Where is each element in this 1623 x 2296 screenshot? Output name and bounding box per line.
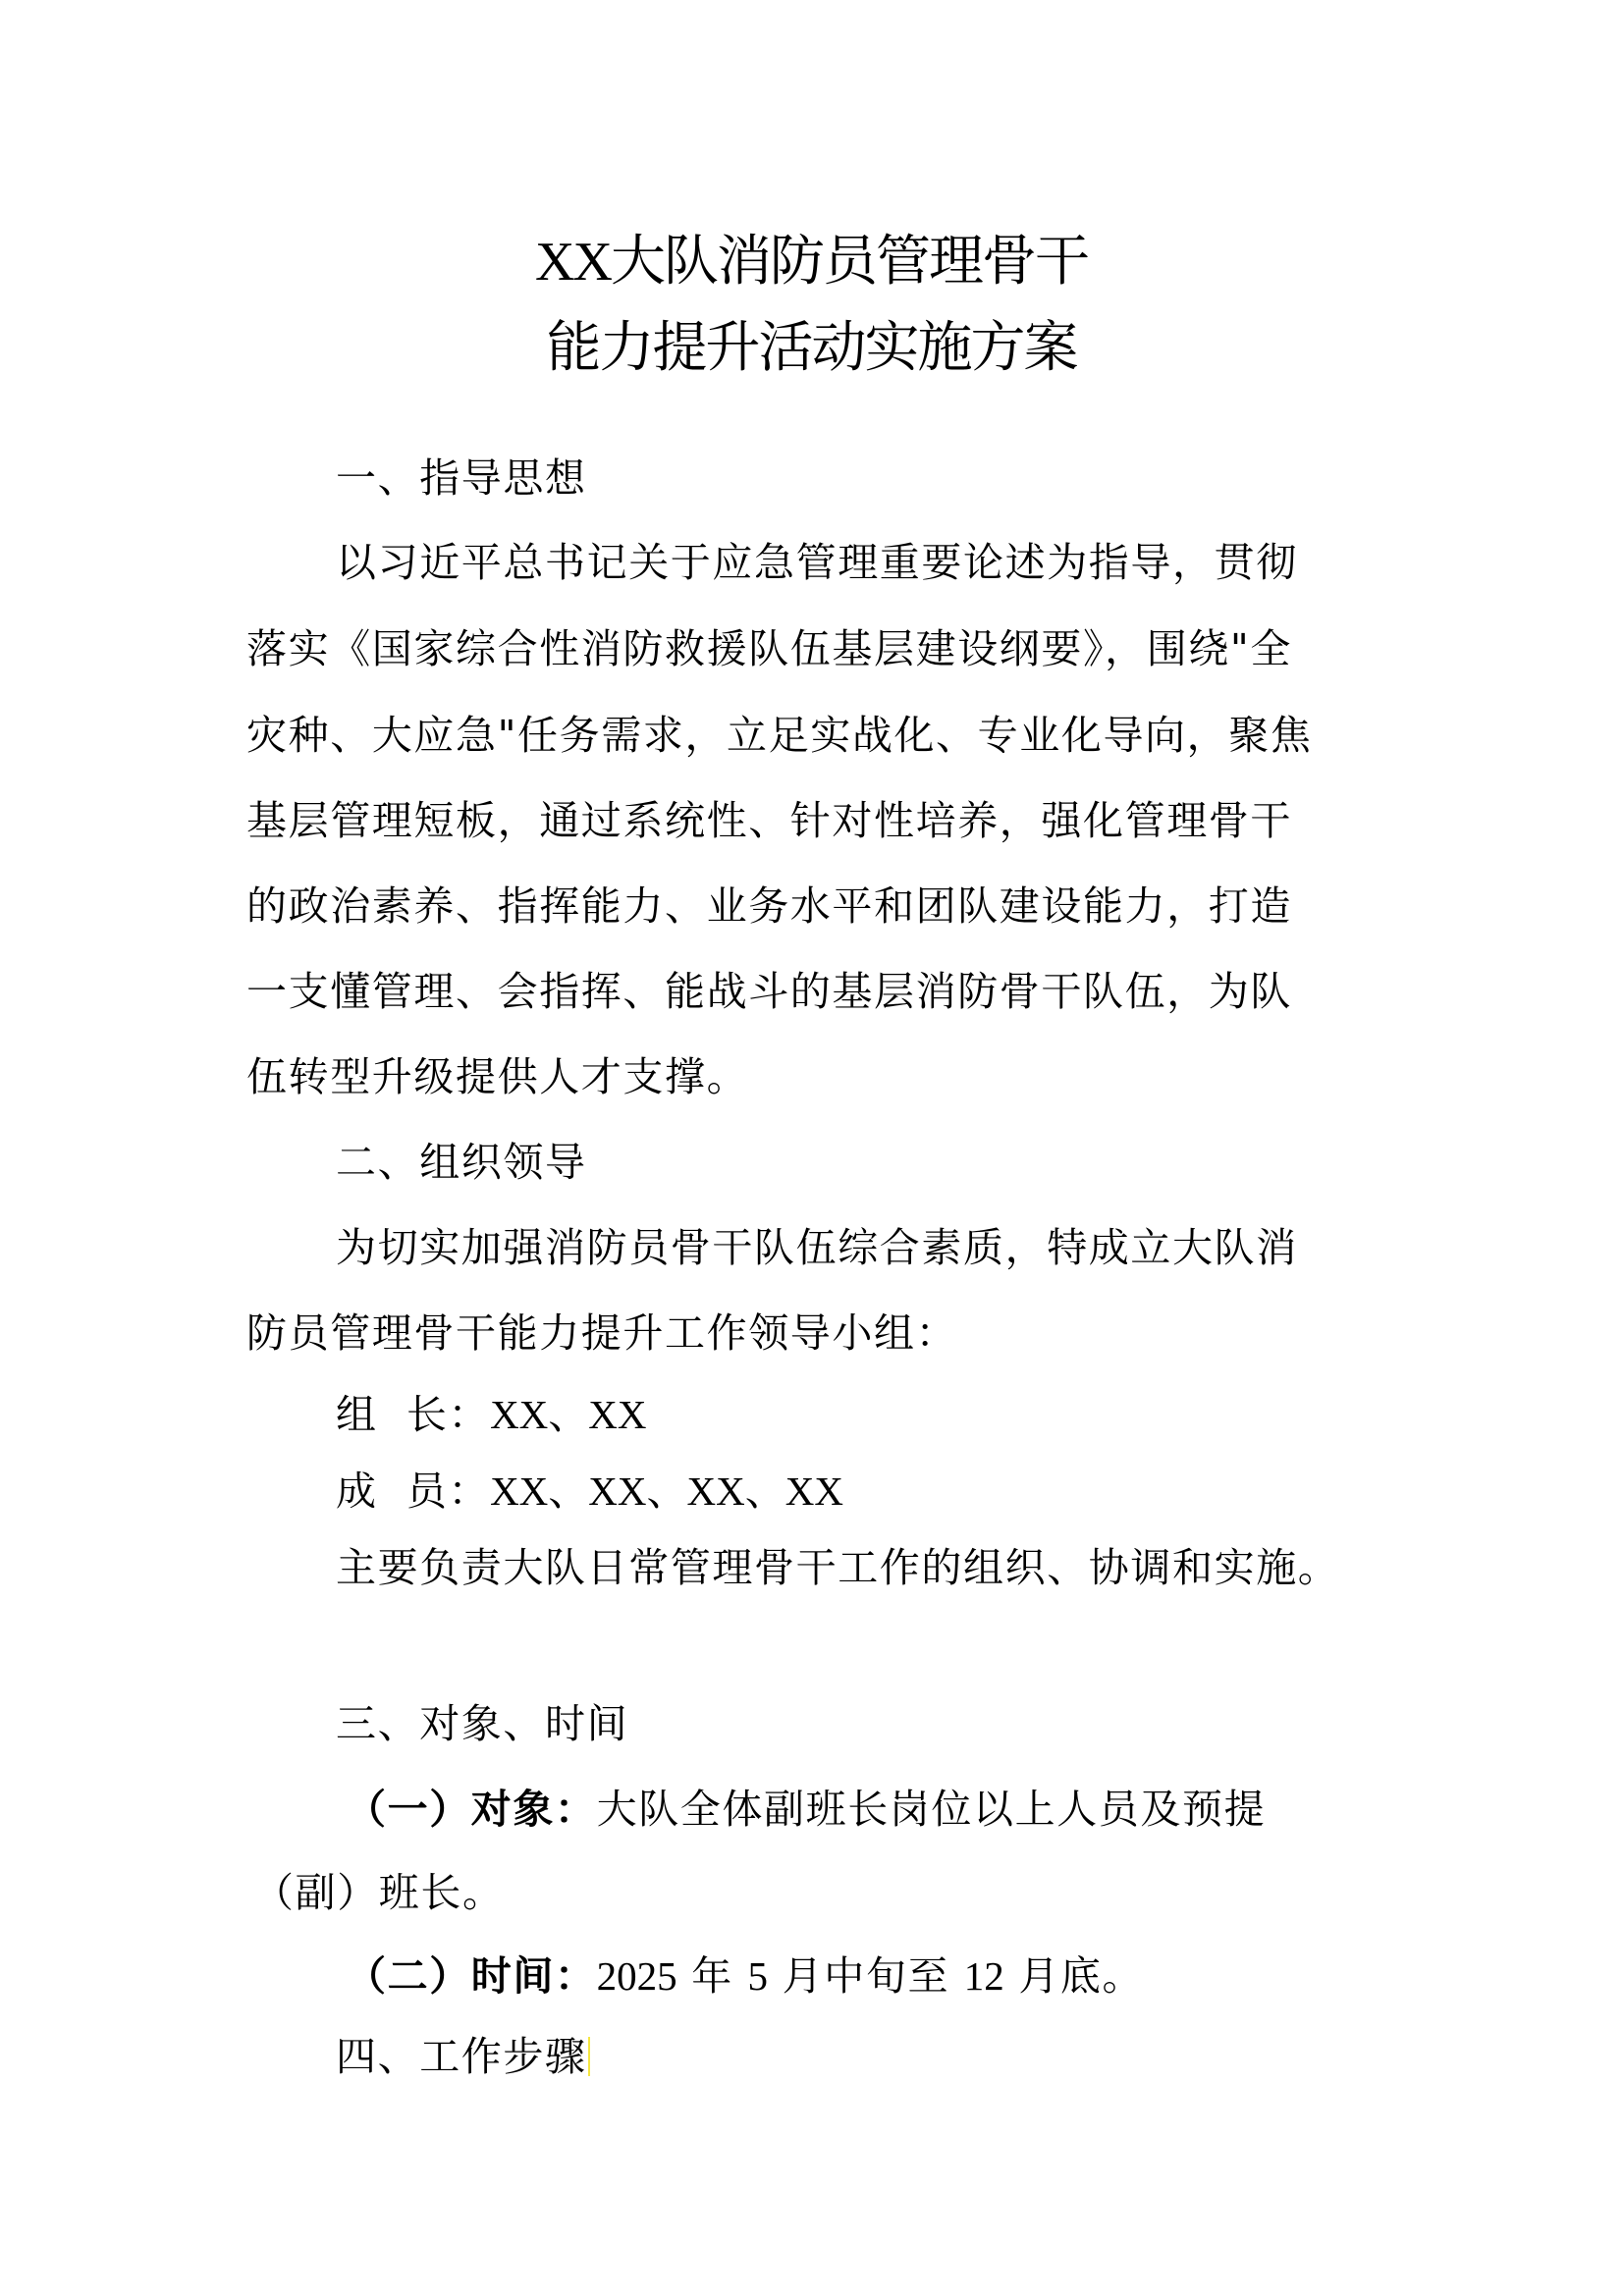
- members-line: [336, 1467, 843, 1516]
- paragraph-line: 为切实加强消防员骨干队伍综合素质，特成立大队消: [336, 1224, 1298, 1271]
- paragraph-line: 的政治素养、指挥能力、业务水平和团队建设能力，打造: [246, 882, 1292, 930]
- target-label: （一）对象：: [346, 1786, 597, 1833]
- time-text-a: 年: [691, 1952, 733, 2000]
- target-item-line-2: （副）班长。: [253, 1869, 505, 1916]
- time-text-c: 月底。: [1018, 1952, 1145, 2000]
- paragraph-line: 落实《国家综合性消防救援队伍基层建设纲要》，围绕"全: [246, 625, 1292, 672]
- text-cursor: [588, 2037, 590, 2076]
- time-label: （二）时间：: [346, 1952, 597, 2000]
- work-steps-heading-text: 四、工作步骤: [336, 2033, 587, 2080]
- leader-label: 组 长：: [336, 1391, 491, 1438]
- paragraph-line: 一支懂管理、会指挥、能战斗的基层消防骨干队伍，为队: [246, 968, 1292, 1015]
- members-label: 成 员：: [336, 1468, 491, 1515]
- paragraph-line: 以习近平总书记关于应急管理重要论述为指导，贯彻: [336, 539, 1298, 586]
- time-text-b: 月中旬至: [782, 1952, 950, 2000]
- leader-value: XX、XX: [490, 1392, 647, 1437]
- section-heading-organization: 二、组织领导: [336, 1139, 587, 1186]
- title-line-1-text: 大队消防员管理骨干: [610, 230, 1088, 294]
- target-text: 大队全体副班长岗位以上人员及预提: [596, 1786, 1267, 1833]
- section-heading-work-steps: [336, 2032, 590, 2081]
- paragraph-line: 防员管理骨干能力提升工作领导小组：: [246, 1309, 958, 1357]
- title-prefix: XX: [535, 232, 611, 293]
- target-item-line-1: [346, 1785, 1266, 1834]
- members-value: XX、XX、XX、XX: [490, 1468, 843, 1514]
- paragraph-line: 灾种、大应急"任务需求，立足实战化、专业化导向，聚焦: [246, 712, 1313, 759]
- leader-line: [336, 1390, 647, 1439]
- paragraph-line: 伍转型升级提供人才支撑。: [246, 1053, 749, 1100]
- document-title-line-1: [0, 228, 1623, 296]
- responsibility-line: 主要负责大队日常管理骨干工作的组织、协调和实施。: [336, 1544, 1340, 1591]
- document-title-line-2: 能力提升活动实施方案: [546, 316, 1077, 380]
- time-month-end: 12: [963, 1953, 1004, 1999]
- section-heading-target-time: 三、对象、时间: [336, 1700, 629, 1747]
- paragraph-line: 基层管理短板，通过系统性、针对性培养，强化管理骨干: [246, 797, 1292, 844]
- time-month-start: 5: [747, 1953, 768, 1999]
- time-item-line: [346, 1951, 1144, 2001]
- section-heading-guiding-ideology: 一、指导思想: [336, 454, 587, 502]
- time-year: 2025: [596, 1953, 677, 1999]
